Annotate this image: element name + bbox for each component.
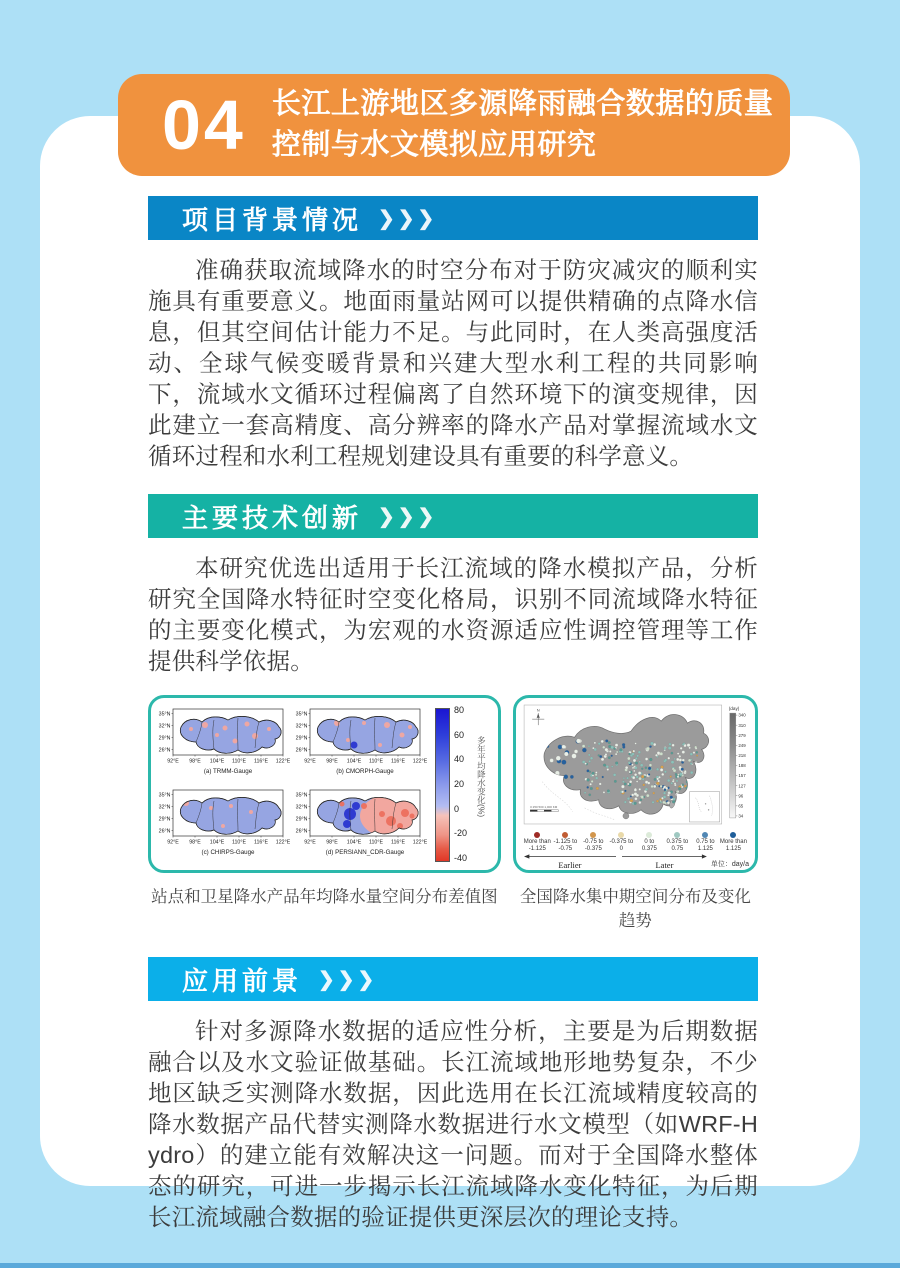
section-band-prospect <box>148 957 758 1001</box>
colorbar-tick: 20 <box>454 779 465 789</box>
day-colorbar-tick: 188 <box>738 763 746 769</box>
day-colorbar-title: (day) <box>728 706 740 712</box>
figure-precip-difference-maps <box>148 695 501 873</box>
lon-tick: 110°E <box>368 758 384 765</box>
panel-label: (b) CMORPH-Gauge <box>336 768 394 775</box>
later-label: Later <box>655 859 674 870</box>
later-arrow-group <box>622 854 707 870</box>
colorbar-tick: 40 <box>454 754 465 765</box>
basin-panel <box>155 786 290 863</box>
legend-bin: More than 1.125 <box>720 832 747 853</box>
left-arrow-icon <box>524 854 616 859</box>
lon-tick: 110°E <box>231 758 247 765</box>
lon-tick: 98°E <box>326 839 338 846</box>
day-colorbar-tick: 340 <box>738 712 746 718</box>
lon-tick: 122°E <box>275 839 290 846</box>
lat-tick: 29°N <box>158 735 171 742</box>
lat-tick: 32°N <box>295 723 308 730</box>
section-body-innovation: 本研究优选出适用于长江流域的降水模拟产品，分析研究全国降水特征时空变化格局，识别不同流域降水特征的主要变化模式，为宏观的水资源适应性调控管理等工作提供科学依据。 <box>148 555 758 674</box>
lon-tick: 98°E <box>189 839 201 846</box>
colorbar-tick: 80 <box>454 705 465 716</box>
page-number: 04 <box>162 86 246 164</box>
basin-panels-grid <box>155 705 427 868</box>
lat-tick: 35°N <box>295 792 308 799</box>
legend-dot-icon <box>646 832 652 838</box>
map-legend <box>522 832 749 870</box>
legend-dot-icon <box>562 832 568 838</box>
legend-dot-icon <box>534 832 540 838</box>
earlier-label: Earlier <box>558 859 582 870</box>
basin-panel <box>155 705 290 782</box>
compass-label: N <box>536 707 540 713</box>
china-map-area <box>522 703 749 831</box>
colorbar-gradient <box>435 708 450 862</box>
day-colorbar-tick: 96 <box>738 793 744 799</box>
legend-dot-icon <box>674 832 680 838</box>
day-colorbar <box>730 713 736 818</box>
panel-label: (c) CHIRPS-Gauge <box>201 849 255 856</box>
lon-tick: 98°E <box>189 758 201 765</box>
bottom-strip <box>0 1263 900 1268</box>
lat-tick: 35°N <box>158 711 171 718</box>
legend-dot-icon <box>618 832 624 838</box>
legend-dot-icon <box>590 832 596 838</box>
legend-arrows-row <box>522 854 749 870</box>
lon-tick: 116°E <box>253 758 269 765</box>
page-title: 长江上游地区多源降雨融合数据的质量控制与水文模拟应用研究 <box>271 87 774 161</box>
unit-label: 单位：day/a <box>710 860 749 868</box>
figure-china-precip-map <box>513 695 758 873</box>
legend-bin: More than -1.125 <box>524 832 551 853</box>
chevrons-icon: ❯❯❯ <box>378 207 438 230</box>
day-colorbar-tick: 127 <box>738 783 746 789</box>
legend-bin: -0.375 to 0 <box>608 832 635 853</box>
left-colorbar <box>435 705 487 863</box>
china-map-svg <box>522 703 748 826</box>
lon-tick: 116°E <box>390 839 406 846</box>
section-body-prospect: 针对多源降水数据的适应性分析，主要是为后期数据融合以及水文验证做基础。长江流域地形地势复杂，不少地区缺乏实测降水数据，因此选用在长江流域精度较高的降水数据产品代替实测降水数据进行水文模型（如WRF-Hydro）的建立能有效解决这一问题。而对于全国降水整体态的研究，可进一步揭示长江流域降水变化特征，为后期长江流域融合数据的验证提供更深层次的理论支持。 <box>148 1018 758 1230</box>
lon-tick: 122°E <box>412 758 427 765</box>
day-colorbar-tick: 157 <box>738 773 746 779</box>
legend-bin: -1.125 to -0.75 <box>552 832 579 853</box>
day-colorbar-tick: 310 <box>738 722 746 728</box>
lon-tick: 116°E <box>253 839 269 846</box>
lon-tick: 92°E <box>304 839 316 846</box>
lon-tick: 104°E <box>209 839 225 846</box>
section-band-background <box>148 196 758 240</box>
content-column <box>148 196 758 1233</box>
caption-left: 站点和卫星降水产品年均降水量空间分布差值图 <box>151 888 498 906</box>
legend-bin: -0.75 to -0.375 <box>580 832 607 853</box>
section-band-innovation <box>148 494 758 538</box>
lon-tick: 104°E <box>346 758 362 765</box>
lat-tick: 26°N <box>295 747 308 754</box>
section-heading-innovation: 主要技术创新 <box>182 502 363 533</box>
lon-tick: 110°E <box>368 839 384 846</box>
right-arrow-icon <box>622 854 707 859</box>
scale-label: 0 250 500 1,000 KM <box>529 805 558 810</box>
legend-bin: 0.75 to 1.125 <box>692 832 719 853</box>
lon-tick: 104°E <box>209 758 225 765</box>
colorbar-label: 多年平均降水变化(%) <box>476 736 487 818</box>
lat-tick: 32°N <box>158 723 171 730</box>
lon-tick: 122°E <box>275 758 290 765</box>
colorbar-ticks <box>450 705 476 863</box>
day-colorbar-tick: 218 <box>738 753 746 759</box>
lat-tick: 29°N <box>295 735 308 742</box>
section-heading-prospect: 应用前景 <box>182 965 303 996</box>
colorbar-tick: 60 <box>454 729 465 740</box>
lon-tick: 122°E <box>412 839 427 846</box>
figure-captions <box>148 883 758 931</box>
basin-panel <box>292 786 427 863</box>
lat-tick: 35°N <box>158 792 171 799</box>
lon-tick: 116°E <box>390 758 406 765</box>
lon-tick: 104°E <box>346 839 362 846</box>
lat-tick: 32°N <box>295 804 308 811</box>
chevrons-icon: ❯❯❯ <box>378 505 438 528</box>
legend-bin: 0 to 0.375 <box>636 832 663 853</box>
colorbar-tick: -40 <box>454 852 468 863</box>
lon-tick: 92°E <box>167 758 179 765</box>
legend-bins-row <box>522 832 749 853</box>
lat-tick: 26°N <box>158 828 171 835</box>
earlier-arrow-group <box>524 854 616 870</box>
section-body-background: 准确获取流域降水的时空分布对于防灾减灾的顺利实施具有重要意义。地面雨量站网可以提供精确的点降水信息，但其空间估计能力不足。与此同时，在人类高强度活动、全球气候变暖背景和兴建大型水利工程的共同影响下，流域水文循环过程偏离了自然环境下的演变规律，因此建立一套高精度、高分辨率的降水产品对掌握流域水文循环过程和水利工程规划建设具有重要的科学意义。 <box>148 257 758 469</box>
lon-tick: 92°E <box>304 758 316 765</box>
figures-row <box>148 695 758 873</box>
lat-tick: 29°N <box>158 816 171 823</box>
header-badge <box>118 74 790 176</box>
panel-label: (d) PERSIANN_CDR-Gauge <box>325 849 405 856</box>
day-colorbar-tick: 249 <box>738 742 746 748</box>
lat-tick: 29°N <box>295 816 308 823</box>
lat-tick: 35°N <box>295 711 308 718</box>
lon-tick: 110°E <box>231 839 247 846</box>
inset-map <box>689 792 719 822</box>
lon-tick: 98°E <box>326 758 338 765</box>
section-heading-background: 项目背景情况 <box>182 204 363 235</box>
lat-tick: 32°N <box>158 804 171 811</box>
panel-label: (a) TRMM-Gauge <box>203 768 253 775</box>
lon-tick: 92°E <box>167 839 179 846</box>
legend-dot-icon <box>702 832 708 838</box>
basin-panel <box>292 705 427 782</box>
lat-tick: 26°N <box>295 828 308 835</box>
legend-bin: 0.375 to 0.75 <box>664 832 691 853</box>
colorbar-tick: 0 <box>454 803 460 814</box>
legend-dot-icon <box>730 832 736 838</box>
day-colorbar-tick: 34 <box>738 813 744 819</box>
chevrons-icon: ❯❯❯ <box>318 968 378 991</box>
day-colorbar-tick: 65 <box>738 803 744 809</box>
colorbar-tick: -20 <box>454 828 468 839</box>
lat-tick: 26°N <box>158 747 171 754</box>
caption-right: 全国降水集中期空间分布及变化趋势 <box>519 888 751 930</box>
day-colorbar-tick: 279 <box>738 732 746 738</box>
